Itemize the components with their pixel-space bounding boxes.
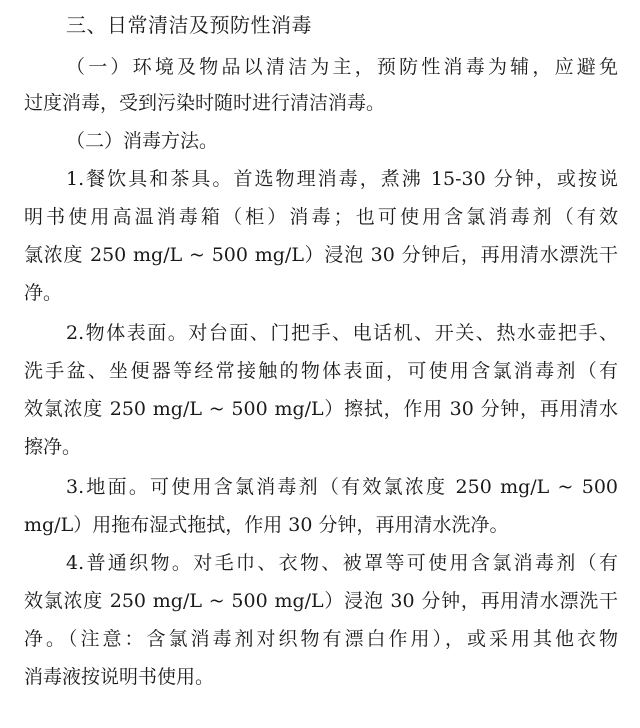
paragraph-line: 效氯浓度 250 mg/L ~ 500 mg/L）浸泡 30 分钟，再用清水漂洗干 <box>24 590 618 612</box>
paragraph-line: mg/L）用拖布湿式拖拭，作用 30 分钟，再用清水洗净。 <box>24 514 509 536</box>
paragraph-line: 擦净。 <box>24 436 82 458</box>
paragraph-line: 1.餐饮具和茶具。首选物理消毒，煮沸 15-30 分钟，或按说 <box>66 168 618 190</box>
paragraph-line: 氯浓度 250 mg/L ~ 500 mg/L）浸泡 30 分钟后，再用清水漂洗干 <box>24 244 618 266</box>
paragraph-line: 消毒液按说明书使用。 <box>24 666 215 688</box>
section-heading: 三、日常清洁及预防性消毒 <box>66 13 312 37</box>
paragraph-line: 3.地面。可使用含氯消毒剂（有效氯浓度 250 mg/L ~ 500 <box>66 476 618 498</box>
paragraph-line: （二）消毒方法。 <box>66 130 219 152</box>
paragraph-line: 净。（注意：含氯消毒剂对织物有漂白作用），或采用其他衣物 <box>24 628 618 650</box>
paragraph-line: 洗手盆、坐便器等经常接触的物体表面，可使用含氯消毒剂（有 <box>24 360 618 382</box>
paragraph-line: 4.普通织物。对毛巾、衣物、被罩等可使用含氯消毒剂（有 <box>66 552 618 574</box>
paragraph-line: 过度消毒，受到污染时随时进行清洁消毒。 <box>24 92 386 114</box>
paragraph-line: 净。 <box>24 282 63 304</box>
paragraph-line: 2.物体表面。对台面、门把手、电话机、开关、热水壶把手、 <box>66 322 618 344</box>
paragraph-line: 明书使用高温消毒箱（柜）消毒；也可使用含氯消毒剂（有效 <box>24 206 618 228</box>
paragraph-line: 效氯浓度 250 mg/L ~ 500 mg/L）擦拭，作用 30 分钟，再用清水 <box>24 398 618 420</box>
paragraph-line: （一）环境及物品以清洁为主，预防性消毒为辅，应避免 <box>66 56 618 78</box>
